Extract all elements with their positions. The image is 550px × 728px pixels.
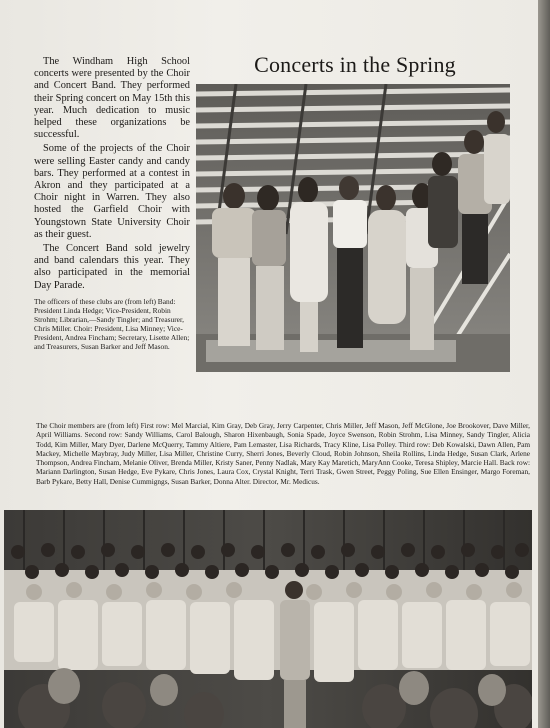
story-paragraph: Some of the projects of the Choir were selling Easter candy and candy bars. They performed at a contest in Akron and they participated at a Choir night in Warren. They also hosted the Garfield Choir with Youngstown State University Choir as their guest. [34,143,190,240]
story-paragraph: The Concert Band sold jewelry and band calendars this year. They also participated in the memorial Day Parade. [34,243,190,291]
story-text [34,56,190,294]
officers-caption: The officers of these clubs are (from left) Band: President Linda Hedge; Vice-President, Robin Strohm; Librarian,—Sandy Tingler; and Treasurer, Chris Miller. Choir: President, Lisa Minney; Vice-President, Andrea Fincham; Secretary, Lisette Allen; and Treasurers, Susan Barker and Jeff Mason. [34,297,190,352]
page-title: Concerts in the Spring [254,52,456,77]
choir-photo [4,510,532,728]
story-paragraph: The Windham High School concerts were presented by the Choir and Concert Band. They performed their Spring concert on May 15th this year. Much dedication to music helped these organizations be successful. [34,56,190,141]
page-binding-edge [538,0,550,728]
choir-caption: The Choir members are (from left) First row: Mel Marcial, Kim Gray, Deb Gray, Jerry Carpenter, Chris Miller, Jeff Mason, Jeff McGlone, Joe Brookover, Dave Miller, April Williams. Second row: Sandy Williams, Carol Balough, Sharon Hixenbaugh, Sonia Spade, Joyce Swenson, Robin Strohm, Lisa Minney, Sandy Tingler, Alicia Todd, Kim Miller, Mary Dyer, Darlene McQuerry, Tammy Altiere, Pam Lemaster, Lisa Richards, Tracy Kline, Lisa Polley. Third row: Deb Kowalski, Dawn Allen, Pam Mackey, Michelle Maybray, Judy Miller, Lisa Miller, Christine Curry, Sherri Jones, Beverly Cloud, Robin Johnson, Sheila Rollins, Linda Hedge, Susan Clark, Arlene Thompson, Andrea Fincham, Melanie Oliver, Brenda Miller, Kristy Saner, Penny Nadlak, Mary Kay Maretich, MaryAnn Cooke, Teresa Shipley, Marcie Hall. Back row: Mariann Darlington, Susan Hedge, Eve Pykare, Chris Jones, Laura Cox, Crystal Knight, Terri Trask, Gwen Street, Peggy Poling, Sue Ellen Ensinger, Margo Foreman, Barb Pykare, Betty Hall, Denise Cummigngs, Susan Barker, Donna Alter. Director, Mr. Medicus. [36,421,530,486]
officers-photo [196,84,510,372]
